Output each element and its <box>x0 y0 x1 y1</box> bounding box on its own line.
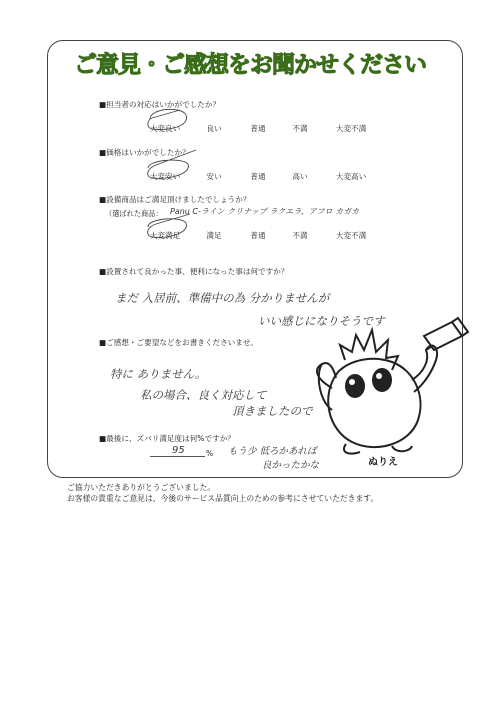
question-product-satisfaction: ■設備商品はご満足頂けましたでしょうか？ <box>99 195 251 204</box>
q3-option-4: 不満 <box>292 231 308 240</box>
q1-option-5: 大変不満 <box>335 124 367 133</box>
handwritten-answer4-line2: いい感じになりそうです <box>258 314 385 328</box>
q2-option-1: 大変安い <box>149 172 181 181</box>
q3-option-3: 普通 <box>250 231 266 240</box>
handwritten-answer5-line1: 特に ありません。 <box>110 367 207 381</box>
question-good-points: ■設置されて良かった事、便利になった事は何ですか？ <box>99 267 289 276</box>
q2-option-5: 大変高い <box>335 172 367 181</box>
handwritten-percent-value: 95 <box>172 445 185 456</box>
q3-option-1: 大変満足 <box>149 231 181 240</box>
q2-option-3: 普通 <box>250 172 266 181</box>
handwritten-percent-note-line2: 良かったかな <box>262 460 320 471</box>
handwritten-percent-note-line1: もう少 低ろかあれば <box>228 446 317 457</box>
question-satisfaction-percent: ■最後に、ズバリ満足度は何%ですか？ <box>99 434 235 443</box>
footer-note: お客様の貴重なご意見は、今後のサービス品質向上のための参考にさせていただきます。 <box>67 494 379 503</box>
coloring-label: ぬりえ <box>368 457 398 468</box>
q1-option-1: 大変良い <box>149 124 181 133</box>
q3-option-2: 満足 <box>206 231 222 240</box>
selection-mark-q2 <box>148 150 196 178</box>
q1-option-2: 良い <box>206 124 222 133</box>
q1-option-3: 普通 <box>250 124 266 133</box>
footer-thanks: ご協力いただきありがとうございました。 <box>67 483 216 492</box>
question-comments: ■ご感想・ご要望などをお書きくださいませ。 <box>99 338 258 347</box>
q2-option-4: 高い <box>292 172 308 181</box>
selection-mark-q1 <box>148 109 187 129</box>
q1-option-4: 不満 <box>292 124 308 133</box>
selection-mark-q3 <box>148 214 190 237</box>
page-title: ご意見・ご感想をお聞かせください <box>74 52 426 78</box>
handwritten-products: Panu C-ライン クリナップ ラクエラ、アフロ カガカ <box>170 207 360 216</box>
handwritten-answer4-line1: まだ 入居前、準備中の為 分かりませんが <box>115 291 330 305</box>
percent-sign: % <box>206 449 214 458</box>
selected-products-label: （選ばれた商品： <box>105 209 163 218</box>
question-staff-response: ■担当者の対応はいかがでしたか？ <box>99 100 221 109</box>
mascot-illustration <box>317 318 468 454</box>
handwritten-answer5-line2: 私の場合、良く対応して <box>140 388 267 402</box>
question-price: ■価格はいかがでしたか？ <box>99 148 190 157</box>
q3-option-5: 大変不満 <box>335 231 367 240</box>
q2-option-2: 安い <box>206 172 222 181</box>
handwritten-answer5-line3: 頂きましたので <box>232 404 313 418</box>
